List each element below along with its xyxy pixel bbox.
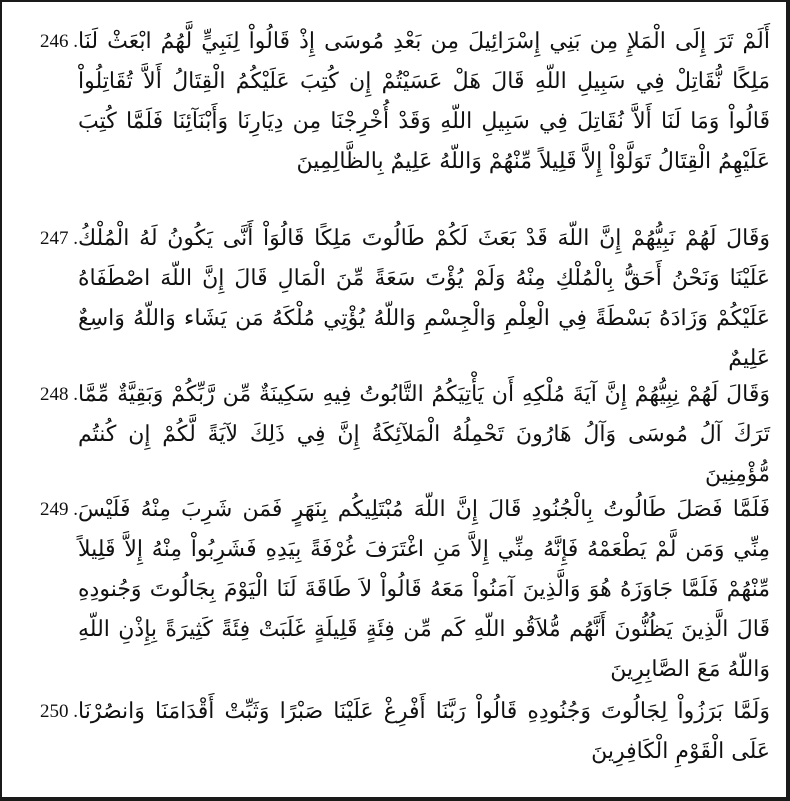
verse-text: أَلَمْ تَرَ إِلَى الْمَلإِ مِن بَنِي إِسْرَائِيلَ مِن بَعْدِ مُوسَى إِذْ قَالُواْ لِنَبِيٍّ لَّهُمُ ابْعَثْ لَنَا مَلِكًا نُّقَاتِلْ فِي سَبِيلِ اللّهِ قَالَ هَلْ عَسَيْتُمْ إِن كُتِبَ عَلَيْكُمُ الْقِتَالُ أَلاَّ تُقَاتِلُواْ قَالُواْ وَمَا لَنَا أَلاَّ نُقَاتِلَ فِي سَبِيلِ اللّهِ وَقَدْ أُخْرِجْنَا مِن دِيَارِنَا وَأَبْنَآئِنَا فَلَمَّا كُتِبَ عَلَيْهِمُ الْقِتَالُ تَوَلَّوْاْ إِلاَّ قَلِيلاً مِّنْهُمْ وَاللّهُ عَلِيمٌ بِالظَّالِمِينَ <box>78 29 770 174</box>
verse-text: وَلَمَّا بَرَزُواْ لِجَالُوتَ وَجُنُودِهِ قَالُواْ رَبَّنَا أَفْرِغْ عَلَيْنَا صَبْرًا وَثَبِّتْ أَقْدَامَنَا وَانصُرْنَا عَلَى الْقَوْمِ الْكَافِرِينَ <box>78 699 770 764</box>
verse-250 <box>20 692 770 782</box>
verse-text: فَلَمَّا فَصَلَ طَالُوتُ بِالْجُنُودِ قَالَ إِنَّ اللّهَ مُبْتَلِيكُم بِنَهَرٍ فَمَن شَرِبَ مِنْهُ فَلَيْسَ مِنِّي وَمَن لَّمْ يَطْعَمْهُ فَإِنَّهُ مِنِّي إِلاَّ مَنِ اغْتَرَفَ غُرْفَةً بِيَدِهِ فَشَرِبُواْ مِنْهُ إِلاَّ قَلِيلاً مِّنْهُمْ فَلَمَّا جَاوَزَهُ هُوَ وَالَّذِينَ آمَنُواْ مَعَهُ قَالُواْ لاَ طَاقَةَ لَنَا الْيَوْمَ بِجَالُوتَ وَجُنودِهِ قَالَ الَّذِينَ يَظُنُّونَ أَنَّهُم مُّلاَقُو اللّهِ كَم مِّن فِئَةٍ قَلِيلَةٍ غَلَبَتْ فِئَةً كَثِيرَةً بِإِذْنِ اللّهِ وَاللّهُ مَعَ الصَّابِرِينَ <box>78 497 770 682</box>
verse-number: 247 . <box>40 228 78 249</box>
verse-248 <box>20 375 770 487</box>
verse-number: 249 . <box>40 499 78 520</box>
verse-text: وَقَالَ لَهُمْ نَبِيُّهُمْ إِنَّ اللّهَ قَدْ بَعَثَ لَكُمْ طَالُوتَ مَلِكًا قَالُوَاْ أَنَّى يَكُونُ لَهُ الْمُلْكُ عَلَيْنَا وَنَحْنُ أَحَقُّ بِالْمُلْكِ مِنْهُ وَلَمْ يُؤْتَ سَعَةً مِّنَ الْمَالِ قَالَ إِنَّ اللّهَ اصْطَفَاهُ عَلَيْكُمْ وَزَادَهُ بَسْطَةً فِي الْعِلْمِ وَالْجِسْمِ وَاللّهُ يُؤْتِي مُلْكَهُ مَن يَشَاء وَاللّهُ وَاسِعٌ عَلِيمٌ <box>78 226 770 371</box>
verse-number: 250 . <box>40 701 78 722</box>
verse-number: 246 . <box>40 31 78 52</box>
verse-249 <box>20 490 770 682</box>
verse-247 <box>20 219 770 371</box>
verse-text: وَقَالَ لَهُمْ نِبِيُّهُمْ إِنَّ آيَةَ مُلْكِهِ أَن يَأْتِيَكُمُ التَّابُوتُ فِيهِ سَكِينَةٌ مِّن رَّبِّكُمْ وَبَقِيَّةٌ مِّمَّا تَرَكَ آلُ مُوسَى وَآلُ هَارُونَ تَحْمِلُهُ الْمَلآئِكَةُ إِنَّ فِي ذَلِكَ لآيَةً لَّكُمْ إِن كُنتُم مُّؤْمِنِينَ <box>78 382 770 487</box>
verse-246 <box>20 22 770 192</box>
verse-number: 248 . <box>40 384 78 405</box>
